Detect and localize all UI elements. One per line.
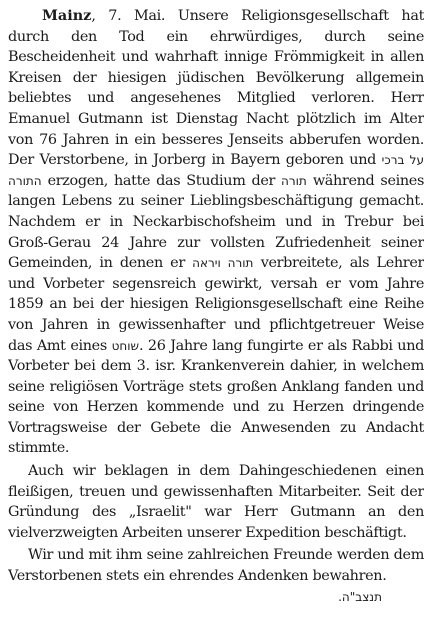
condolence-paragraph: Auch wir beklagen in dem Dahingeschiedenen einen fleißigen, treuen und gewissenhaften Mitarbeiter. Seit der Gründung des „Israelit" war Herr Gutmann an den vielverzweigten Arbeiten unserer Expedition beschäftigt. — [8, 463, 424, 541]
closing-text: Wir und mit ihm seine zahlreichen Freunde werden dem Verstorbenen stets ein ehrendes Andenken bewahren. — [8, 547, 424, 585]
hebrew-word-shochet: שוחט — [111, 338, 139, 353]
hebrew-word-torah: תורה — [281, 173, 307, 188]
newspaper-article — [8, 6, 424, 626]
paragraph-text-4: verbreitete, als Lehrer und Vorbeter segensreich gewirkt, versah er vom Jahre 1859 an bei der hiesigen Religionsgesellschaft eine Reihe von Jahren in gewissenhafter und pflichtgetreuer Weise das Amt eines — [8, 255, 424, 354]
paragraph-text-3: während seines langen Lebens zu seiner Lieblingsbeschäftigung gemacht. Nachdem er in Neckarbischofsheim und in Trebur bei Groß-Gerau 24 Jahre zur vollsten Zufriedenheit seiner Gemeinden, in denen er — [8, 172, 424, 272]
paragraph-text-5: . 26 Jahre lang fungirte er als Rabbi und Vorbeter bei dem 3. isr. Krankenverein dahier, in welchem seine religiösen Vorträge stets großen Anklang fanden und seine von Herzen kommende und zu Herzen dringende Vortragsweise der Gebete die Anwesenden zu Andacht stimmte. — [8, 337, 424, 457]
paragraph-text-1: Unsere Religionsgesellschaft hat durch den Tod ein ehrwürdiges, durch seine Bescheidenheit und wahrhaft innige Frömmigkeit in allen Kreisen der hiesigen jüdischen Bevölkerung allgemein beliebtes und angesehenes Mitglied verloren. Herr Emanuel Gutmann ist Dienstag Nacht plötzlich im Alter von 76 Jahren in ein besseres Jenseits abberufen worden. Der Verstorbene, in Jorberg in Bayern geboren und — [8, 8, 424, 169]
closing-paragraph — [8, 545, 424, 604]
dateline-date: , 7. Mai. — [91, 8, 166, 24]
paragraph-text-2: erzogen, hatte das Studium der — [47, 172, 276, 189]
dateline-city: Mainz — [42, 7, 92, 24]
hebrew-signoff: תנצב"ה. — [338, 589, 382, 604]
hebrew-phrase-torah-veyirah: תורה ויראה — [192, 256, 254, 271]
obituary-paragraph — [8, 6, 424, 459]
hebrew-phrase-al-birkei-hatorah: על ברכי התורה — [8, 153, 424, 188]
